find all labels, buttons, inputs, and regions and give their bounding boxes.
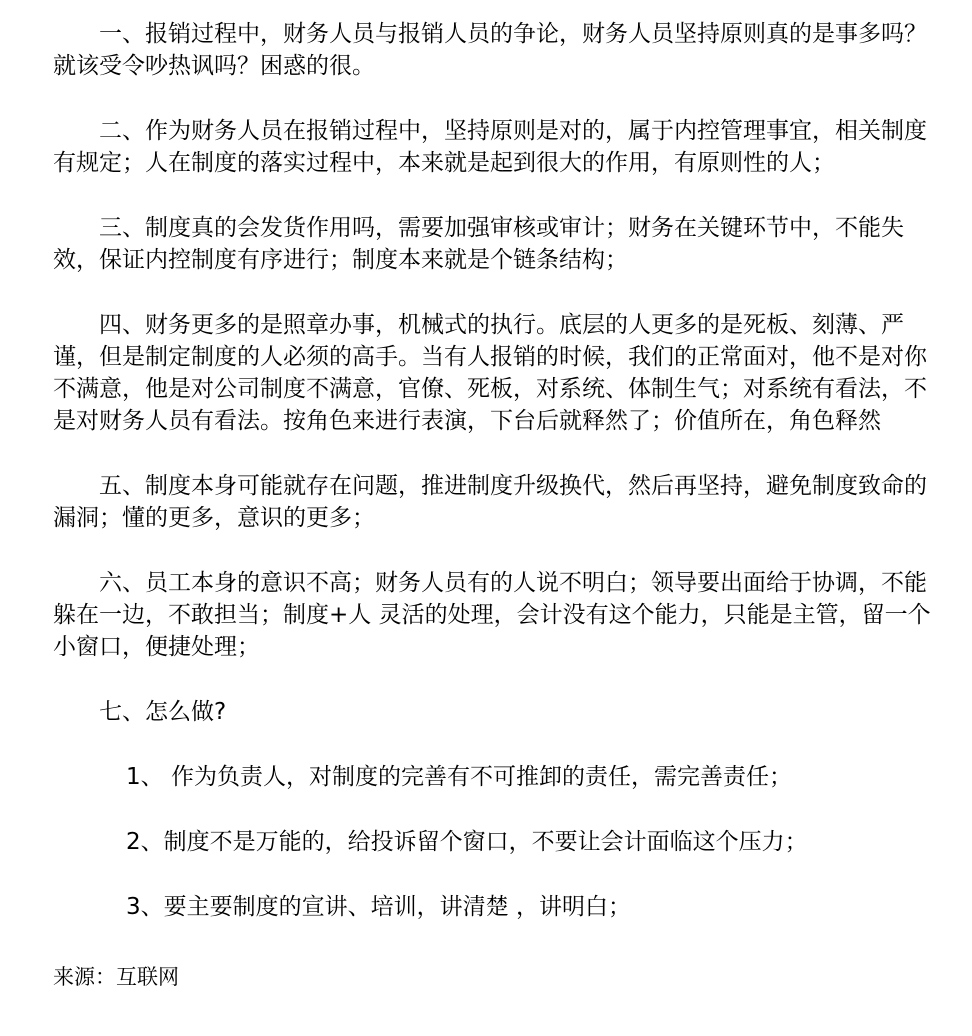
paragraph-2: 二、作为财务人员在报销过程中，坚持原则是对的，属于内控管理事宜，相关制度有规定；人在制度的落实过程中，本来就是起到很大的作用，有原则性的人； [53, 118, 927, 176]
paragraph-4: 四、财务更多的是照章办事，机械式的执行。底层的人更多的是死板、刻薄、严谨，但是制定制度的人必须的高手。当有人报销的时候，我们的正常面对，他不是对你不满意，他是对公司制度不满意，官僚、死板，对系统、体制生气；对系统有看法，不是对财务人员有看法。按角色来进行表演，下台后就释然了；价值所在，角色释然 [53, 312, 927, 434]
list-item-1: 1、 作为负责人，对制度的完善有不可推卸的责任，需完善责任； [126, 764, 792, 790]
paragraph-6: 六、员工本身的意识不高；财务人员有的人说不明白；领导要出面给于协调，不能躲在一边，不敢担当；制度+人 灵活的处理，会计没有这个能力，只能是主管，留一个小窗口，便捷处理； [53, 570, 931, 660]
list-item-3: 3、要主要制度的宣讲、培训，讲清楚 ，讲明白； [126, 894, 631, 920]
paragraph-7: 七、怎么做? [99, 699, 227, 725]
paragraph-5: 五、制度本身可能就存在问题，推进制度升级换代，然后再坚持，避免制度致命的漏洞；懂的更多，意识的更多； [53, 473, 927, 531]
paragraph-3: 三、制度真的会发货作用吗，需要加强审核或审计；财务在关键环节中，不能失效，保证内控制度有序进行；制度本来就是个链条结构； [53, 215, 904, 273]
paragraph-1: 一、报销过程中，财务人员与报销人员的争论，财务人员坚持原则真的是事多吗？就该受令吵热讽吗？困惑的很。 [53, 21, 927, 79]
source-footer: 来源：互联网 [53, 965, 179, 989]
list-item-2: 2、制度不是万能的，给投诉留个窗口，不要让会计面临这个压力； [126, 829, 808, 855]
